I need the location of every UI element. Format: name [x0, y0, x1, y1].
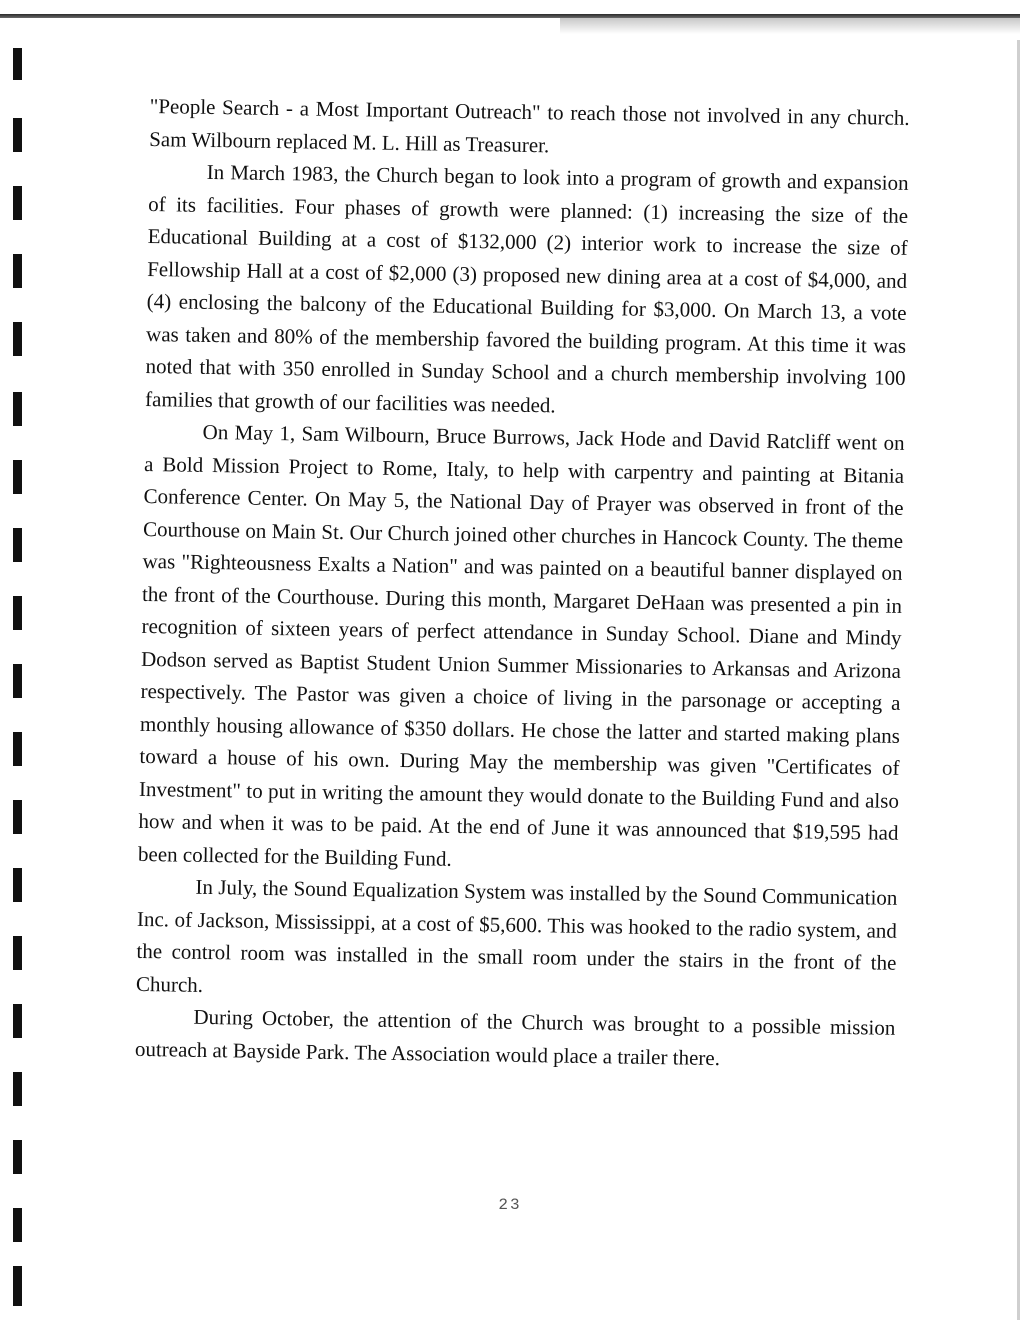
- binding-hole: [13, 186, 22, 220]
- paragraph-march-1983-growth: In March 1983, the Church began to look into a program of growth and expansion of its facilities. Four phases of growth were planned: (1) increasing the size of the Educational Building at a cost of $132,000 (2) interior work to increase the size of Fellowship Hall at a cost of $2,000 (3) proposed new dining area at a cost of $4,000, and (4) enclosing the balcony of the Educational Building for $3,000. On March 13, a vote was taken and 80% of the membership favored the building program. At this time it was noted that with 350 enrolled in Sunday School and a church membership involving 100 families that growth of our facilities was needed.: [144, 159, 909, 417]
- page-number: 23: [498, 1196, 522, 1214]
- binding-hole: [13, 322, 22, 356]
- binding-hole: [13, 596, 22, 630]
- paragraph-july-sound-system: In July, the Sound Equalization System was installed by the Sound Communication Inc. of Jackson, Mississippi, at a cost of $5,600. This was hooked to the radio system, and the control room was installed in the small room under the stairs in the front of the Church.: [135, 874, 898, 997]
- binding-hole: [13, 1266, 22, 1306]
- binding-hole: [13, 936, 22, 970]
- paragraph-october-bayside: During October, the attention of the Church was brought to a possible mission outreach at Bayside Park. The Association would place a trailer there.: [134, 1004, 896, 1070]
- binding-hole: [13, 392, 22, 426]
- binding-hole: [13, 1140, 22, 1174]
- binding-hole: [13, 528, 22, 562]
- paragraph-people-search: "People Search - a Most Important Outreach" to reach those not involved in any church. Sam Wilbourn replaced M. L. Hill as Treasurer.: [149, 93, 910, 157]
- top-edge-shadow: [560, 18, 1020, 34]
- binding-hole: [13, 118, 22, 152]
- binding-hole: [13, 1072, 22, 1106]
- binding-hole: [13, 460, 22, 494]
- binding-hole: [13, 868, 22, 902]
- paragraph-may-events: On May 1, Sam Wilbourn, Bruce Burrows, Jack Hode and David Ratcliff went on a Bold Mission Project to Rome, Italy, to help with carpentry and painting at Bitania Conference Center. On May 5, the National Day of Prayer was observed in front of the Courthouse on Main St. Our Church joined other churches in Hancock County. The theme was "Righteousness Exalts a Nation" and was painted on a beautiful banner displayed on the front of the Courthouse. During this month, Margaret DeHaan was presented a pin in recognition of sixteen years of perfect attendance in Sunday School. Diane and Mindy Dodson served as Baptist Student Union Summer Missionaries to Arkansas and Arizona respectively. The Pastor was given a choice of living in the parsonage or accepting a monthly housing allowance of $350 dollars. He chose the latter and started making plans toward a house of his own. During May the membership was given "Certificates of Investment" to put in writing the amount they would donate to the Building Fund and also how and when it was to be paid. At the end of June it was announced that $19,595 had been collected for the Building Fund.: [137, 419, 905, 871]
- body-text: [135, 90, 910, 1077]
- spiral-binding-holes: [0, 0, 40, 1320]
- binding-hole: [13, 732, 22, 766]
- binding-hole: [13, 254, 22, 288]
- binding-hole: [13, 48, 22, 80]
- binding-hole: [13, 1004, 22, 1038]
- binding-hole: [13, 800, 22, 834]
- binding-hole: [13, 664, 22, 698]
